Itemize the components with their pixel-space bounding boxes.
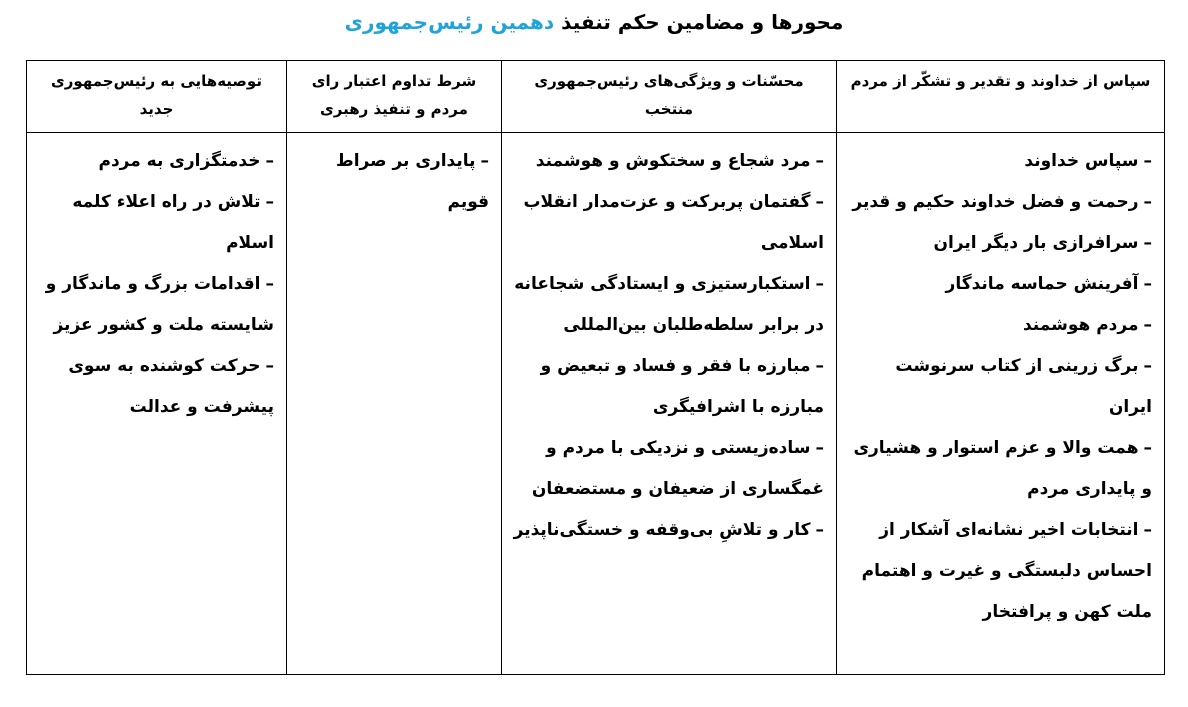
list-item	[37, 264, 274, 346]
column-condition	[287, 133, 502, 675]
item-text: خدمتگزاری به مردم	[98, 151, 261, 171]
item-text: گفتمان پربرکت و عزت‌مدار انقلاب اسلامی	[523, 192, 824, 253]
item-dash: –	[265, 274, 274, 294]
header-virtues: محسّنات و ویژگی‌های رئیس‌جمهوری منتخب	[502, 61, 837, 133]
condition-list	[297, 141, 489, 223]
thanks-list	[847, 141, 1152, 633]
list-item	[512, 182, 824, 264]
virtues-list	[512, 141, 824, 551]
item-text: برگ زرینی از کتاب سرنوشت ایران	[895, 356, 1152, 417]
item-text: کار و تلاشِ بی‌وقفه و خستگی‌ناپذیر	[513, 520, 811, 540]
themes-table	[26, 60, 1165, 675]
item-dash: –	[815, 274, 824, 294]
item-text: حرکت کوشنده به سوی پیشرفت و عدالت	[68, 356, 274, 417]
list-item	[512, 141, 824, 182]
item-text: همت والا و عزم استوار و هشیاری و پایداری مردم	[853, 438, 1152, 499]
item-dash: –	[265, 192, 274, 212]
item-text: تلاش در راه اعلاء کلمه اسلام	[72, 192, 274, 253]
item-text: سپاس خداوند	[1024, 151, 1139, 171]
page-title	[0, 6, 1188, 38]
list-item	[512, 264, 824, 346]
header-recommendations: توصیه‌هایی به رئیس‌جمهوری جدید	[27, 61, 287, 133]
item-dash: –	[815, 356, 824, 376]
title-highlight: دهمین رئیس‌جمهوری	[344, 10, 555, 34]
item-dash: –	[1143, 438, 1152, 458]
column-virtues	[502, 133, 837, 675]
item-dash: –	[815, 151, 824, 171]
list-item	[37, 182, 274, 264]
list-item	[847, 264, 1152, 305]
list-item	[512, 428, 824, 510]
list-item	[847, 182, 1152, 223]
item-dash: –	[1143, 233, 1152, 253]
column-thanks	[837, 133, 1165, 675]
item-dash: –	[265, 151, 274, 171]
item-dash: –	[1143, 192, 1152, 212]
content-row	[27, 133, 1165, 675]
item-text: اقدامات بزرگ و ماندگار و شایسته ملت و کشور عزیز	[45, 274, 274, 335]
list-item	[847, 428, 1152, 510]
recommendations-list	[37, 141, 274, 428]
item-dash: –	[480, 151, 489, 171]
item-dash: –	[265, 356, 274, 376]
item-text: ساده‌زیستی و نزدیکی با مردم و غمگساری از ضعیفان و مستضعفان	[531, 438, 824, 499]
item-dash: –	[815, 520, 824, 540]
item-text: پایداری بر صراط قویم	[336, 151, 489, 212]
list-item	[512, 510, 824, 551]
item-text: سرافرازی بار دیگر ایران	[933, 233, 1139, 253]
list-item	[847, 346, 1152, 428]
list-item	[847, 510, 1152, 633]
list-item	[512, 346, 824, 428]
item-text: مبارزه با فقر و فساد و تبعیض و مبارزه با اشرافیگری	[540, 356, 824, 417]
item-dash: –	[1143, 356, 1152, 376]
list-item	[37, 346, 274, 428]
header-row	[27, 61, 1165, 133]
title-text: محورها و مضامین حکم تنفیذ	[561, 10, 844, 34]
header-thanks: سپاس از خداوند و تقدیر و تشکّر از مردم	[837, 61, 1165, 133]
item-dash: –	[1143, 315, 1152, 335]
item-text: مرد شجاع و سختکوش و هوشمند	[535, 151, 811, 171]
item-dash: –	[1143, 520, 1152, 540]
list-item	[847, 305, 1152, 346]
item-dash: –	[1143, 151, 1152, 171]
list-item	[37, 141, 274, 182]
item-dash: –	[815, 438, 824, 458]
column-recommendations	[27, 133, 287, 675]
item-text: انتخابات اخیر نشانه‌ای آشکار از احساس دلبستگی و غیرت و اهتمام ملت کهن و پرافتخار	[861, 520, 1152, 622]
item-dash: –	[1143, 274, 1152, 294]
header-condition: شرط تداوم اعتبار رای مردم و تنفیذ رهبری	[287, 61, 502, 133]
list-item	[847, 141, 1152, 182]
item-text: مردم هوشمند	[1022, 315, 1139, 335]
list-item	[847, 223, 1152, 264]
item-text: آفرینش حماسه ماندگار	[945, 274, 1139, 294]
item-text: استکبارستیزی و ایستادگی شجاعانه در برابر سلطه‌طلبان بین‌المللی	[514, 274, 824, 335]
item-dash: –	[815, 192, 824, 212]
item-text: رحمت و فضل خداوند حکیم و قدیر	[852, 192, 1139, 212]
list-item	[297, 141, 489, 223]
